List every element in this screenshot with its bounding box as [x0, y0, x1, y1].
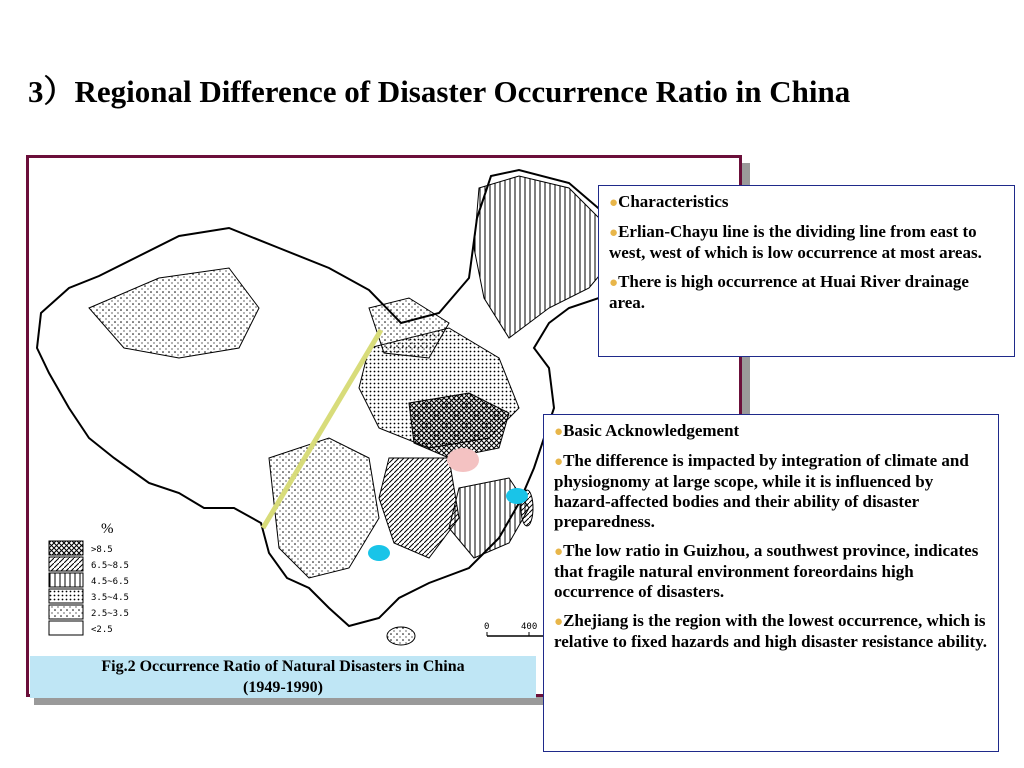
bullet-dot-icon: ● — [554, 424, 564, 440]
bullet-dot-icon: ● — [609, 225, 619, 241]
figure-caption — [30, 656, 536, 698]
bullet-item — [554, 421, 988, 442]
legend-label-1: >8.5 — [91, 545, 113, 555]
bullet-item — [609, 272, 1004, 313]
bullet-text: Zhejiang is the region with the lowest occurrence, which is relative to fixed hazards and high disaster resistance ability. — [554, 611, 988, 651]
map-legend — [49, 521, 129, 635]
bullet-item — [554, 451, 988, 532]
slide-title: 3）Regional Difference of Disaster Occurrence Ratio in China — [28, 74, 851, 109]
bullet-dot-icon: ● — [609, 275, 619, 291]
bullet-text: There is high occurrence at Huai River drainage area. — [609, 272, 969, 312]
map-scale-bar — [484, 622, 549, 636]
bullet-text: Basic Acknowledgement — [563, 421, 740, 440]
acknowledgement-box — [543, 414, 999, 752]
legend-label-4: 3.5~4.5 — [91, 593, 129, 603]
zhejiang-marker — [506, 488, 528, 504]
bullet-dot-icon: ● — [554, 454, 564, 470]
bullet-item — [554, 611, 988, 652]
bullet-item — [554, 541, 988, 602]
legend-unit: % — [101, 521, 114, 537]
legend-label-5: 2.5~3.5 — [91, 609, 129, 619]
bullet-dot-icon: ● — [554, 544, 564, 560]
bullet-text: The difference is impacted by integration of climate and physiognomy at large scope, while it is influenced by hazard-affected bodies and their ability of disaster preparedness. — [554, 451, 969, 531]
legend-label-6: <2.5 — [91, 625, 113, 635]
legend-label-2: 6.5~8.5 — [91, 561, 129, 571]
bullet-item — [609, 222, 1004, 263]
bullet-dot-icon: ● — [609, 195, 619, 211]
bullet-text: Characteristics — [618, 192, 729, 211]
bullet-text: The low ratio in Guizhou, a southwest province, indicates that fragile natural environment foreordains high occurrence of disasters. — [554, 541, 979, 601]
bullet-dot-icon: ● — [554, 614, 564, 630]
characteristics-box — [598, 185, 1015, 357]
scale-label-0: 0 — [484, 622, 490, 632]
scale-label-400: 400 — [521, 622, 538, 632]
huai-river-marker — [447, 448, 479, 472]
map-island-hainan — [387, 627, 415, 645]
caption-line-2: (1949-1990) — [243, 679, 323, 696]
caption-line-1: Fig.2 Occurrence Ratio of Natural Disasters in China — [101, 658, 465, 675]
bullet-item — [609, 192, 1004, 213]
guizhou-marker — [368, 545, 390, 561]
legend-label-3: 4.5~6.5 — [91, 577, 129, 587]
bullet-text: Erlian-Chayu line is the dividing line from east to west, west of which is low occurrence at most areas. — [609, 222, 982, 262]
